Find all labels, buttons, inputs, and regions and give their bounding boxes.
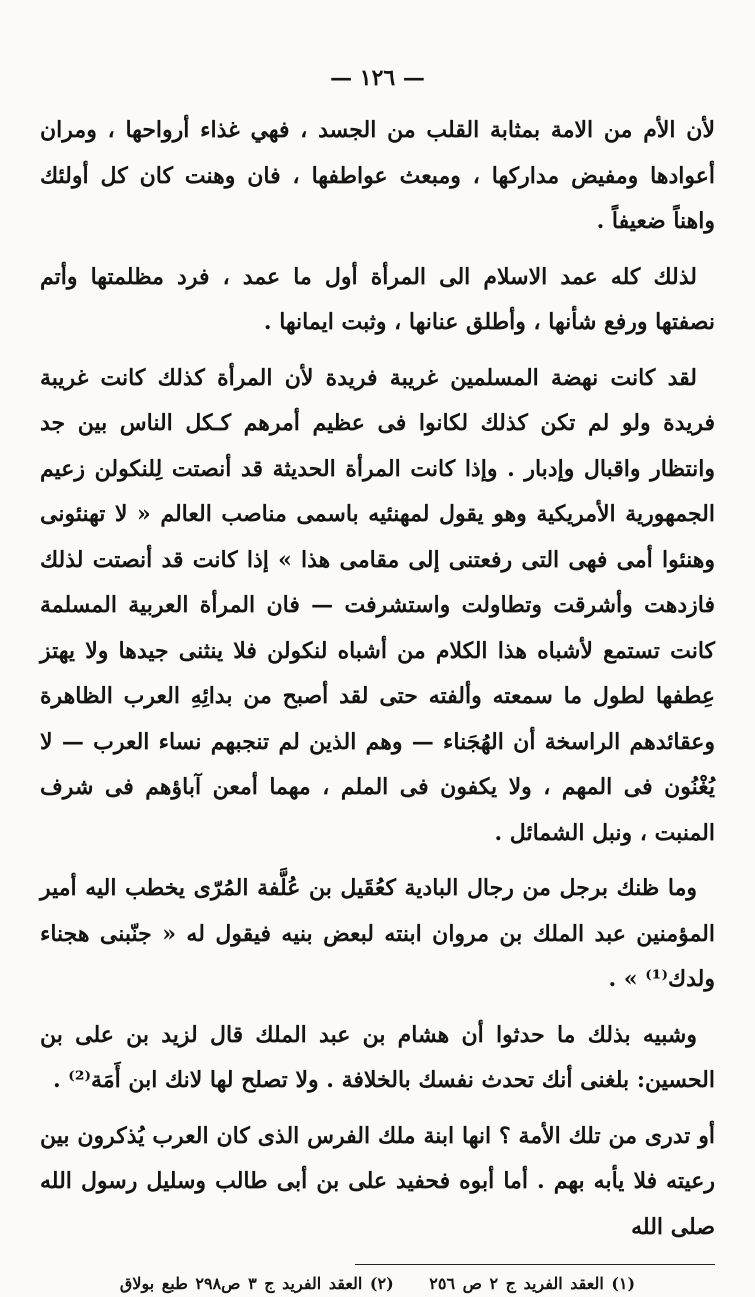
paragraph-4: وما ظنك برجل من رجال البادية كعُقَيل بن عُلَّفة المُرّى يخطب اليه أمير المؤمنين عبد الملك بن مروان ابنته لبعض بنيه فيقول له « جنّبنى هجناء ولدك⁽¹⁾ » . <box>40 875 715 992</box>
paragraph-5: وشبيه بذلك ما حدثوا أن هشام بن عبد الملك قال لزيد بن على بن الحسين: بلغنى أنك تحدث نفسك بالخلافة . ولا تصلح لها لانك ابن أَمَة⁽²⁾ . <box>40 1021 715 1093</box>
footnote-2: (٢) العقد الفريد ج ٣ ص٢٩٨ طبع بولاق <box>119 1274 394 1293</box>
footnote-1: (١) العقد الفريد ج ٢ ص ٢٥٦ <box>429 1274 636 1293</box>
paragraph-6: أو تدرى من تلك الأمة ؟ انها ابنة ملك الفرس الذى كان العرب يُذكرون بين رعيته فلا يأبه بهم . أما أبوه فحفيد على بن أبى طالب وسليل رسول الله صلى الله <box>40 1122 715 1240</box>
paragraph-2: لذلك كله عمد الاسلام الى المرأة أول ما عمد ، فرد مظلمتها وأتم نصفتها ورفع شأنها ، وأطلق عنانها ، وثبت ايمانها . <box>40 263 715 335</box>
footnote-divider <box>355 1264 715 1265</box>
paragraph-3: لقد كانت نهضة المسلمين غريبة فريدة لأن المرأة كذلك كانت غريبة فريدة ولو لم تكن كذلك لكانوا فى عظيم أمرهم كـكل الناس بين جد وانتظار واقبال وإدبار . وإذا كانت المرأة الحديثة قد أنصتت لِلنكولن زعيم الجمهورية الأمريكية وهو يقول لمهنئيه باسمى مناصب العالم « لا تهنئونى وهنئوا أمى فهى التى رفعتنى إلى مقامى هذا » إذا كانت قد أنصتت لذلك فازدهت وأشرقت وتطاولت واستشرفت — فان المرأة العربية المسلمة كانت تستمع لأشباه هذا الكلام من أشباه لنكولن فلا ينثنى جيدها ولا يهتز عِطفها لطول ما سمعته وألفته حتى لقد أصبح من بدائِهِ العرب الظاهرة وعقائدهم الراسخة أن الهُجَناء — وهم الذين لم تنجبهم نساء العرب — لا يُغْنُون فى المهم ، ولا يكفون فى الملم ، مهما أمعن آباؤهم فى شرف المنبت ، ونبل الشمائل . <box>40 364 715 846</box>
footnotes <box>40 1271 715 1297</box>
page-number: — ١٢٦ — <box>330 65 425 91</box>
paragraph-1: لأن الأم من الامة بمثابة القلب من الجسد ، فهي غذاء أرواحها ، ومران أعوادها ومفيض مداركها ، ومبعث عواطفها ، فان وهنت كان كل أولئك واهناً ضعيفاً . <box>40 117 715 234</box>
